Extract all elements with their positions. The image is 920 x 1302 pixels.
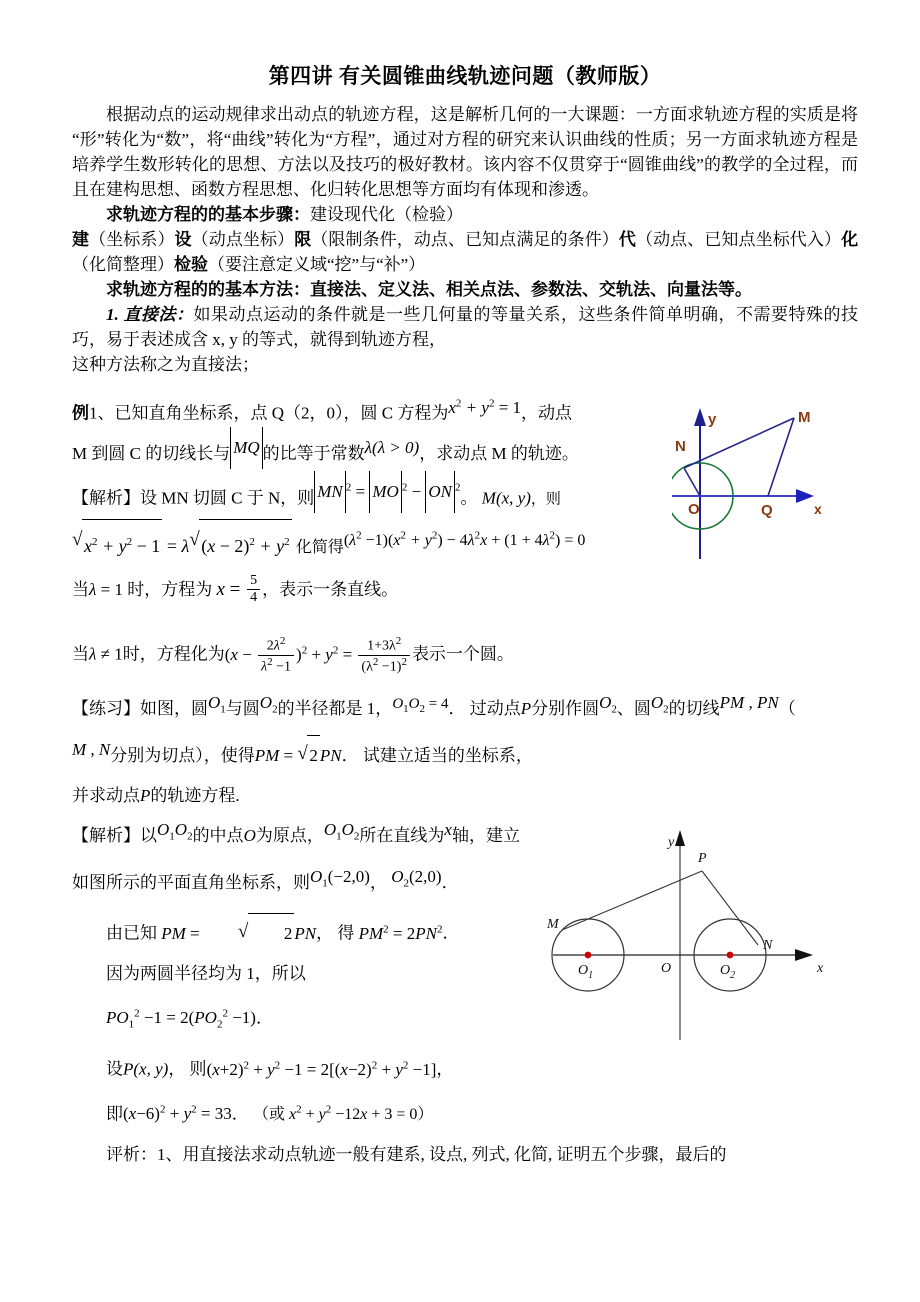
example1-text-b: ，动点 [521, 403, 573, 423]
y-axis-arrow-2 [675, 830, 685, 846]
eq-case2: (x − $\frac{2\lambda^2}{\lambda^2 -1}$ )$^2 + y^2$ = $\frac{1+3\lambda^2}{(\lambda^2 -1)^2}$ [225, 645, 412, 664]
case1-a: 当 [72, 580, 89, 600]
eq-mn-squared: MN $^2$ = MO $^2$ − ON $^2$ [314, 482, 460, 501]
practice-line3-a: 并求动点 [72, 786, 140, 806]
practice-text-c: 的半径都是 1， [277, 698, 393, 718]
step-she-note: （动点坐标） [191, 230, 295, 249]
step4-a: 设 [106, 1059, 123, 1079]
page-title: 第四讲 有关圆锥曲线轨迹问题（教师版） [268, 64, 662, 88]
practice-line1 [72, 689, 858, 735]
practice-line3-p: P [140, 786, 151, 806]
step1-c: ． [442, 923, 460, 943]
step-xian: 限 [294, 230, 312, 249]
analysis-c: ，则 [530, 491, 561, 508]
label-x-2: x [817, 961, 824, 976]
figure2-svg [525, 822, 855, 1052]
sol-period: ． [441, 872, 459, 892]
simplify-label: 化简得 [295, 539, 344, 557]
step3-period: ． [255, 1008, 273, 1028]
sol-c: 为原点， [255, 826, 324, 846]
method1-paragraph-2: 这种方法称之为直接法； [72, 355, 259, 374]
example1-number: 1、 [89, 403, 115, 423]
practice-tangents: PM , PN [719, 692, 779, 712]
practice-label: 【练习】 [72, 698, 140, 718]
example1-eq-circle: $x^2 + y^2 = 1$ [448, 397, 522, 417]
steps-heading: 求轨迹方程的的基本步骤： [106, 205, 310, 224]
tangent-PM [562, 871, 702, 930]
label-N-2: N [763, 938, 773, 953]
sol-comma: ， [369, 872, 387, 892]
intro-paragraph: 根据动点的运动规律求出动点的轨迹方程，这是解析几何的一大课题：一方面求轨迹方程的实质是将“形”转化为“数”，将“曲线”转化为“方程”，通过对方程的研究来认识曲线的性质；另一方面求轨迹方程是培养学生数形转化的思想、方法以及技巧的极好教材。该内容不仅贯穿于“圆锥曲线”的教学的全过程，而且在建构思想、函数方程思想、化归转化思想等方面均有体现和渗透。 [72, 105, 858, 199]
step5-b: ． [231, 1104, 249, 1124]
method1-number: 1. [106, 305, 119, 324]
y-axis-arrow [694, 408, 706, 426]
sol-line2-a: 如图所示的平面直角坐标系，则 [72, 872, 310, 892]
practice-eq-pm: PM = √ 2 PN [255, 746, 342, 765]
label-M: M [798, 409, 811, 426]
x-axis-arrow [796, 489, 814, 503]
step4-b: ， 则 [168, 1059, 207, 1079]
figure-two-circles-tangent [525, 822, 855, 1052]
practice-eq-dist: $O_1O_2 = 4$ [392, 695, 449, 715]
sol-coord2: $O_2(2,0)$ [391, 866, 442, 890]
example1-text-a: 已知直角坐标系，点 Q（2，0），圆 C 方程为 [114, 403, 449, 423]
o2-sub: 2 [272, 703, 278, 716]
practice-text-i: （ [778, 698, 796, 718]
steps-text: 建设现代化（检验） [310, 205, 463, 224]
sol-b: 的中点 [192, 826, 244, 846]
line-N-O [684, 468, 700, 496]
methods-line [72, 277, 858, 302]
line-M-Q [768, 418, 794, 496]
example1-analysis-line1 [72, 474, 692, 520]
steps-detail-line [72, 227, 858, 277]
analysis-b: 。 [460, 488, 478, 508]
o1-sub: 1 [220, 703, 226, 716]
step1-b: ， 得 [316, 923, 355, 943]
practice-text-g: 、圆 [616, 698, 651, 718]
practice-line2 [72, 735, 712, 776]
figure1-svg [672, 396, 912, 566]
o1-letter: O [208, 692, 221, 712]
practice-text-d: ． [448, 698, 466, 718]
step1-eq: PM = √ 2 PN [161, 924, 316, 943]
method1-name: 直接法： [123, 305, 194, 324]
figure-coordinate-circle-tangent [672, 396, 912, 566]
example1-line2-b: 的比等于常数 [262, 443, 365, 463]
label-x: x [814, 501, 822, 517]
example1-line2-a: M 到圆 C 的切线长与 [72, 443, 231, 463]
practice-p: P [520, 698, 532, 718]
step1-eq2: $PM^2 = 2PN^2$ [358, 923, 443, 943]
step-she: 设 [174, 230, 192, 249]
case1-eq: x = $\frac{5}{4}$ [216, 579, 262, 600]
practice-line2-a: 分别为切点），使得 [110, 746, 255, 766]
label-O: O [688, 501, 700, 518]
practice-circle-b: $O_2$ [650, 692, 669, 716]
practice-step5 [72, 1090, 772, 1136]
example1-line1 [72, 389, 672, 434]
step4-comma: ， [436, 1059, 454, 1079]
sol-d: 所在直线为 [359, 826, 445, 846]
o2-letter: O [259, 692, 273, 712]
step4-eq: $(x+2)^2 + y^2 -1 = 2[(x-2)^2 + y^2 -1]$ [206, 1058, 437, 1079]
example1-case1-line [72, 570, 692, 610]
practice-circle-a: $O_2$ [599, 692, 617, 716]
label-Q: Q [761, 502, 773, 519]
case2-lambda: λ ≠ 1 [89, 644, 123, 664]
method1-body: 如果动点运动的条件就是一些几何量的等量关系，这些条件简单明确，不需要特殊的技巧，易于表述成含 x, y 的等式，就得到轨迹方程， [72, 305, 858, 349]
sol-e: 轴，建立 [451, 826, 520, 846]
label-O1: $O_1$ [578, 963, 594, 981]
example1-case2-line [72, 626, 712, 679]
steps-line [72, 202, 858, 227]
analysis-a: 设 MN 切圆 C 于 N，则 [140, 488, 315, 508]
methods-text: 直接法、定义法、相关点法、参数法、交轨法、向量法等。 [310, 280, 752, 299]
sol-o1o2-2: $O_1O_2$ [323, 820, 360, 843]
practice-step2: 因为两圆半径均为 1，所以 [106, 963, 306, 983]
sol-o1o2-1: $O_1O_2$ [157, 820, 193, 843]
label-O-2: O [661, 961, 672, 976]
center-dot-O2 [727, 952, 734, 959]
case2-c: 表示一个圆。 [411, 644, 514, 664]
step-jianyan-note: （要注意定义域“挖”与“补”） [208, 255, 426, 274]
practice-text-h: 的切线 [668, 698, 720, 718]
practice-o2 [259, 692, 278, 716]
step-jianyan: 检验 [174, 255, 208, 274]
case1-lambda: λ = 1 [89, 580, 123, 600]
step-jian-note: （坐标系） [89, 230, 175, 249]
analysis-label-1: 【解析】 [72, 488, 140, 508]
example1-line2-c: ，求动点 M 的轨迹。 [419, 443, 579, 463]
step5-alt: （或 $x^2 + y^2 -12x + 3 = 0$） [252, 1103, 434, 1124]
case2-a: 当 [72, 644, 89, 664]
example1-label: 例 [72, 403, 89, 423]
step-jian: 建 [72, 230, 90, 249]
eq-main-left: √ $x^2 + y^2 - 1 = \lambda$ √ $(x - 2)^2 + y^2$ [72, 536, 292, 556]
practice-text-f: 分别作圆 [531, 698, 600, 718]
point-m: M(x, y) [481, 488, 531, 508]
practice-o1 [208, 692, 226, 716]
practice-line3 [72, 776, 712, 816]
x-axis-arrow-2 [795, 949, 813, 961]
case1-b: 时，方程为 [127, 580, 213, 600]
step3-eq: $PO_1^2 -1 = 2(PO_2^2 -1)$ [106, 1007, 256, 1031]
example1-lambda-cond: λ(λ > 0) [364, 437, 420, 457]
step-hua: 化 [841, 230, 859, 249]
method1-paragraph [72, 302, 858, 352]
sol-coord1: $O_1(-2,0)$ [310, 866, 370, 890]
practice-text-b: 与圆 [225, 698, 260, 718]
case2-b: 时，方程化为 [122, 644, 225, 664]
label-M-2: M [547, 917, 559, 932]
practice-line3-b: 的轨迹方程. [150, 786, 240, 806]
example1-mq [230, 438, 262, 457]
sol-a: 以 [140, 826, 157, 846]
practice-mn: M , N [72, 740, 111, 760]
practice-line2-b: ． 试建立适当的坐标系， [341, 746, 533, 766]
label-y-2: y [668, 835, 675, 850]
sol-x: x [444, 820, 452, 840]
step-dai-note: （动点、已知点坐标代入） [635, 230, 842, 249]
step4-p: P(x, y) [123, 1059, 169, 1079]
step1-a: 由已知 [106, 923, 157, 943]
label-O2: $O_2$ [720, 963, 736, 981]
practice-text-a: 如图，圆 [140, 698, 208, 718]
center-dot-O1 [585, 952, 592, 959]
sol-label: 【解析】 [72, 826, 140, 846]
step-xian-note: （限制条件，动点、已知点满足的条件） [311, 230, 619, 249]
label-P: P [698, 851, 707, 866]
eq-simplified: $(\lambda^2 -1)(x^2 + y^2) - 4\lambda^2x + (1 + 4\lambda^2) = 0$ [343, 529, 586, 550]
case1-c: ，表示一条直线。 [262, 580, 399, 600]
sol-o: O [243, 826, 256, 846]
mq-text: MQ [233, 437, 260, 457]
step-hua-note: （化简整理） [72, 255, 174, 274]
practice-text-e: 过动点 [469, 698, 521, 718]
step5-a: 即 [106, 1104, 123, 1124]
label-N: N [675, 438, 686, 455]
step-dai: 代 [618, 230, 636, 249]
example1-main-equation-line [72, 519, 712, 570]
methods-heading: 求轨迹方程的的基本方法： [106, 280, 310, 299]
step5-eq: $(x-6)^2 + y^2 = 33$ [123, 1103, 232, 1124]
example1-line2 [72, 434, 672, 474]
label-y: y [708, 411, 717, 428]
tangent-PN [702, 871, 758, 945]
practice-comment: 评析：1、用直接法求动点轨迹一般有建系, 设点, 列式, 化简, 证明五个步骤，最后的 [106, 1145, 727, 1165]
